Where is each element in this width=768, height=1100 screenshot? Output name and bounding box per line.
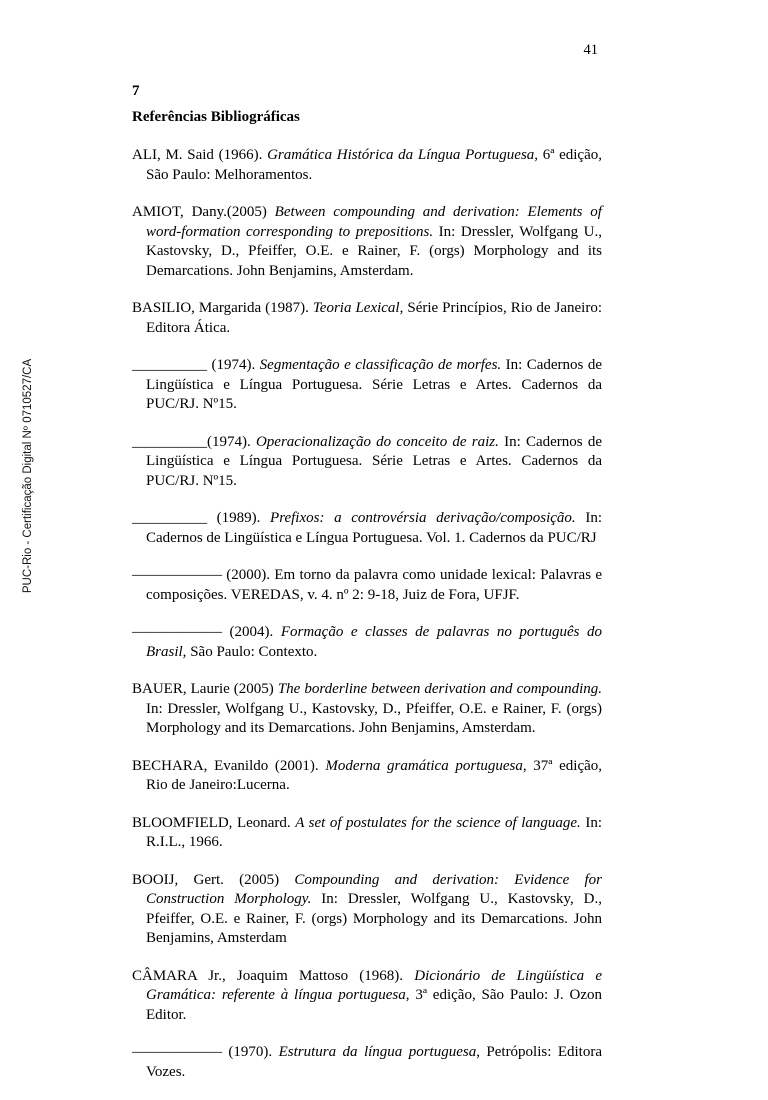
reference-entry <box>132 203 602 281</box>
reference-text: São Paulo: Contexto. <box>186 643 318 660</box>
reference-text: , Série Princípios, Rio de Janeiro: Editora Ática. <box>146 300 603 336</box>
reference-text: In: Cadernos de Lingüística e Língua Portuguesa. Série Letras e Artes. Cadernos da PUC/RJ. Nº15. <box>146 433 602 489</box>
reference-title: Gramática Histórica da Língua Portuguesa <box>267 147 535 163</box>
reference-text: BOOIJ, Gert. (2005) <box>132 871 295 888</box>
reference-title: Estrutura da língua portuguesa <box>278 1044 477 1060</box>
reference-title: Operacionalização do conceito de raiz. <box>255 433 499 450</box>
reference-title: Prefixos: a controvérsia derivação/composição. <box>270 510 576 526</box>
reference-text: , Petrópolis: Editora Vozes. <box>146 1044 602 1080</box>
reference-text: In: Cadernos de Lingüística e Língua Portuguesa. Vol. 1. Cadernos da PUC/RJ <box>146 510 602 546</box>
reference-text: BAUER, Laurie (2005) <box>132 681 278 697</box>
reference-title: The borderline between derivation and compounding. <box>277 681 603 697</box>
reference-text: In: Dressler, Wolfgang U., Kastovsky, D., Pfeiffer, O.E. e Rainer, F. (orgs) Morphology and its Demarcations. John Benjamins, Amsterdam. <box>146 223 602 279</box>
reference-title: Dicionário de Lingüística e Gramática: referente à língua portuguesa <box>146 967 602 1003</box>
reference-entry <box>132 757 602 796</box>
reference-entry <box>132 1043 602 1082</box>
reference-title: Segmentação e classificação de morfes. <box>259 357 502 373</box>
reference-entry <box>132 967 602 1026</box>
reference-text: BECHARA, Evanildo (2001). <box>132 757 326 774</box>
reference-text: , 6ª edição, São Paulo: Melhoramentos. <box>146 147 602 183</box>
certification-text: PUC-Rio - Certificação Digital Nº 0710527/CA <box>22 358 34 594</box>
reference-title: Between compounding and derivation: Elements of word-formation corresponding to prepositions. <box>146 204 602 240</box>
reference-text: —————— (1970). <box>132 1044 279 1060</box>
reference-text: —————— (2004). <box>132 624 281 640</box>
reference-list <box>132 146 602 1100</box>
reference-text: BASILIO, Margarida (1987). <box>132 300 313 316</box>
reference-text: ALI, M. Said (1966). <box>132 147 268 163</box>
page-number: 41 <box>583 42 598 58</box>
reference-title: Compounding and derivation: Evidence for Construction Morphology. <box>146 871 602 907</box>
reference-entry <box>132 356 602 415</box>
reference-text: , 37ª edição, Rio de Janeiro:Lucerna. <box>146 757 603 793</box>
reference-entry <box>132 623 602 662</box>
reference-text: CÂMARA Jr., Joaquim Mattoso (1968). <box>132 967 415 984</box>
certification-side-label <box>18 326 38 626</box>
reference-entry <box>132 146 602 185</box>
reference-title: A set of postulates for the science of language. <box>295 814 581 831</box>
reference-text: In: Cadernos de Lingüística e Língua Portuguesa. Série Letras e Artes. Cadernos da PUC/RJ. Nº15. <box>146 357 602 412</box>
reference-title: Teoria Lexical <box>312 300 400 316</box>
reference-text: __________ (1974). <box>132 357 260 373</box>
reference-entry <box>132 433 602 492</box>
reference-entry <box>132 680 602 739</box>
reference-text: __________ (1989). <box>132 510 271 526</box>
reference-text: In: Dressler, Wolfgang U., Kastovsky, D., Pfeiffer, O.E. e Rainer, F. (orgs) Morphology and its Demarcations. John Benjamins, Amsterdam <box>146 891 603 946</box>
reference-text: __________(1974). <box>132 433 256 450</box>
reference-entry <box>132 509 602 548</box>
reference-text: BLOOMFIELD, Leonard. <box>132 814 296 831</box>
reference-text: In: R.I.L., 1966. <box>146 814 602 850</box>
reference-text: —————— (2000). Em torno da palavra como unidade lexical: Palavras e composições. VEREDAS, v. 4. nº 2: 9-18, Juiz de Fora, UFJF. <box>132 567 602 603</box>
reference-text: , 3ª edição, São Paulo: J. Ozon Editor. <box>146 987 602 1023</box>
chapter-number: 7 <box>132 83 140 99</box>
reference-text: AMIOT, Dany.(2005) <box>132 204 275 220</box>
reference-title: Formação e classes de palavras no português do Brasil, <box>146 624 602 660</box>
reference-title: Moderna gramática portuguesa <box>325 757 523 774</box>
reference-entry <box>132 814 602 853</box>
reference-entry <box>132 299 602 338</box>
reference-entry <box>132 566 602 605</box>
reference-text: In: Dressler, Wolfgang U., Kastovsky, D., Pfeiffer, O.E. e Rainer, F. (orgs) Morphology and its Demarcations. John Benjamins, Amsterdam. <box>146 700 602 736</box>
reference-entry <box>132 871 602 949</box>
section-title: Referências Bibliográficas <box>132 109 300 125</box>
